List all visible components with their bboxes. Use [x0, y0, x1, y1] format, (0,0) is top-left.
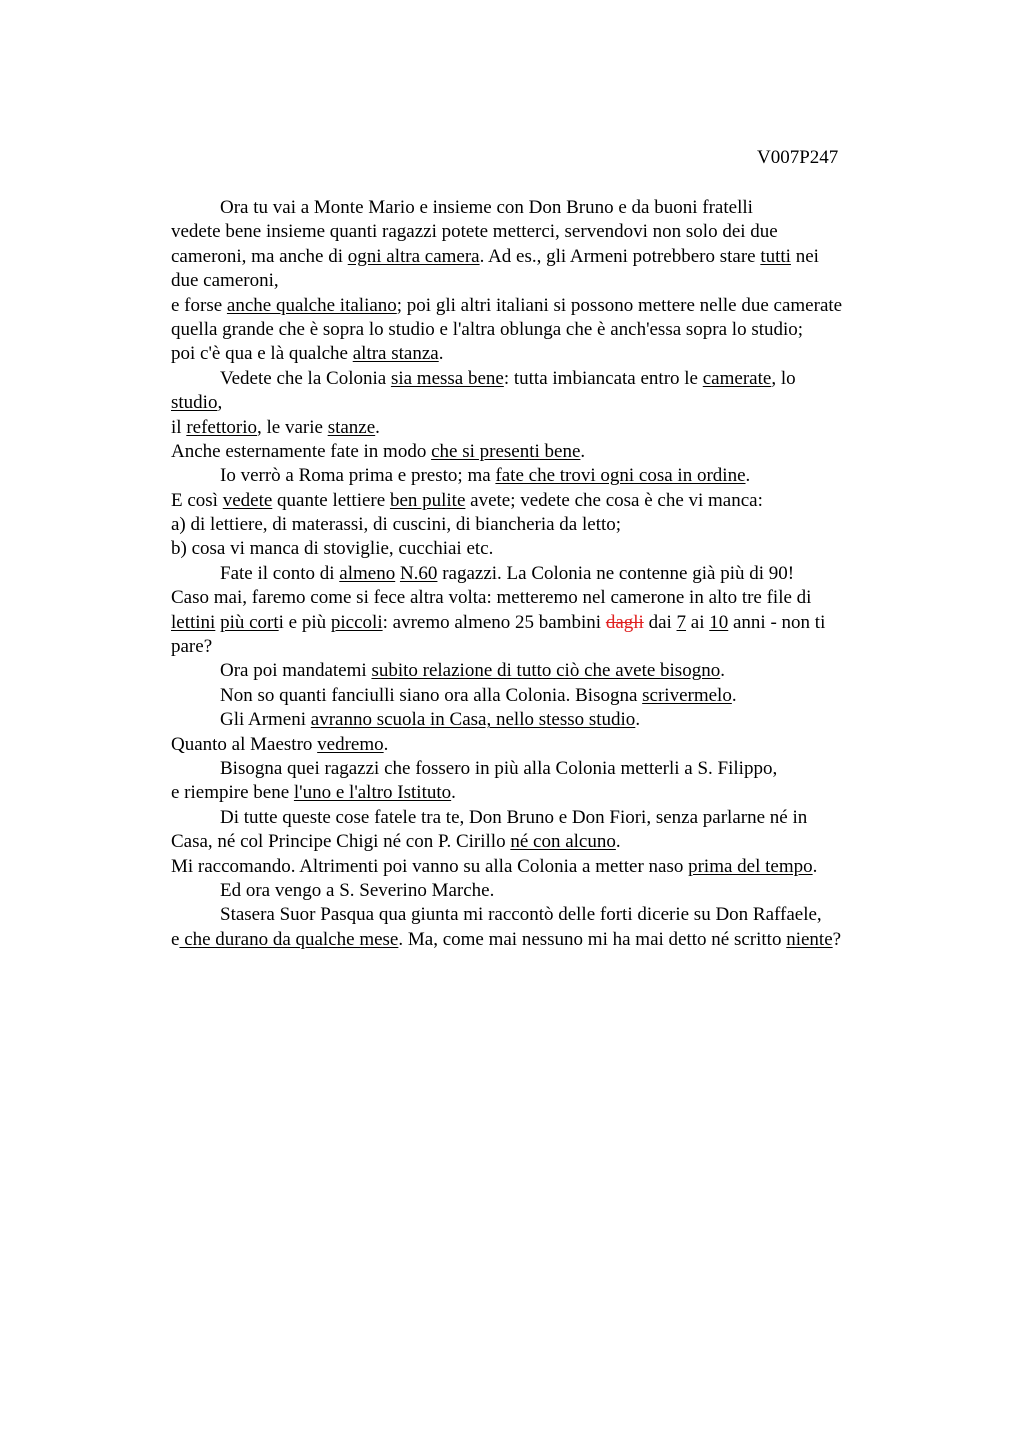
- text-segment: .: [745, 465, 751, 487]
- text-line: [171, 367, 931, 391]
- text-segment: ragazzi. La Colonia ne contenne già più di 90!: [437, 562, 795, 584]
- text-segment: dai: [643, 611, 677, 633]
- text-segment: a) di lettiere, di materassi, di cuscini, di biancheria da letto;: [171, 514, 622, 536]
- text-segment: Fate il conto di: [220, 562, 340, 584]
- text-segment: cameroni, ma anche di: [171, 245, 348, 267]
- text-segment: . Ad es., gli Armeni potrebbero stare: [479, 245, 761, 267]
- text-line: [171, 196, 931, 220]
- underlined-text: vedremo: [317, 733, 384, 755]
- letter-body: [171, 196, 931, 952]
- underlined-text: sia messa bene: [390, 367, 504, 389]
- text-line: [171, 513, 931, 537]
- text-line: [171, 586, 931, 610]
- text-segment: ?: [832, 928, 842, 950]
- text-line: [171, 781, 931, 805]
- underlined-text: vedete: [222, 489, 273, 511]
- text-line: [171, 562, 931, 586]
- text-segment: .: [438, 343, 444, 365]
- text-line: [171, 879, 931, 903]
- text-segment: Mi raccomando. Altrimenti poi vanno su alla Colonia a metter naso: [171, 855, 689, 877]
- text-segment: Di tutte queste cose fatele tra te, Don Bruno e Don Fiori, senza parlarne né in: [220, 806, 808, 828]
- text-segment: E così: [171, 489, 223, 511]
- underlined-text: prima del tempo: [688, 855, 813, 877]
- text-line: [171, 806, 931, 830]
- text-segment: pare?: [171, 636, 213, 658]
- underlined-text: anche qualche italiano: [226, 294, 397, 316]
- text-segment: .: [615, 831, 621, 853]
- text-segment: .: [451, 782, 456, 804]
- underlined-text: refettorio: [186, 416, 257, 438]
- text-segment: .: [375, 416, 380, 438]
- underlined-text: N.60: [399, 562, 438, 584]
- text-segment: quante lettiere: [272, 489, 390, 511]
- text-segment: e: [171, 928, 180, 950]
- text-line: [171, 537, 931, 561]
- text-segment: Casa, né col Principe Chigi né con P. Cirillo: [171, 831, 511, 853]
- text-line: [171, 903, 931, 927]
- underlined-text: ben pulite: [389, 489, 466, 511]
- text-segment: Gli Armeni: [220, 709, 311, 731]
- text-line: [171, 708, 931, 732]
- text-segment: nei: [790, 245, 819, 267]
- text-segment: il: [171, 416, 187, 438]
- text-segment: Non so quanti fanciulli siano ora alla Colonia. Bisogna: [220, 684, 643, 706]
- text-segment: Quanto al Maestro: [171, 733, 318, 755]
- text-segment: b) cosa vi manca di stoviglie, cucchiai etc.: [171, 538, 494, 560]
- text-segment: Bisogna quei ragazzi che fossero in più alla Colonia metterli a S. Filippo,: [220, 757, 778, 779]
- text-segment: , le varie: [257, 416, 328, 438]
- text-segment: . Ma, come mai nessuno mi ha mai detto né scritto: [398, 928, 787, 950]
- underlined-text: studio: [171, 392, 218, 414]
- underlined-text: camerate: [702, 367, 772, 389]
- text-segment: Stasera Suor Pasqua qua giunta mi raccontò delle forti dicerie su Don Raffaele,: [220, 904, 822, 926]
- text-segment: vedete bene insieme quanti ragazzi potete metterci, servendovi non solo dei due: [171, 221, 778, 243]
- text-line: [171, 659, 931, 683]
- text-line: [171, 855, 931, 879]
- underlined-text: almeno: [339, 562, 396, 584]
- text-segment: .: [731, 684, 737, 706]
- text-segment: ; poi gli altri italiani si possono mettere nelle due camerate: [396, 294, 843, 316]
- text-line: [171, 464, 931, 488]
- underlined-text: 7: [676, 611, 687, 633]
- text-segment: e forse: [171, 294, 227, 316]
- text-line: [171, 684, 931, 708]
- text-segment: ai: [686, 611, 710, 633]
- text-segment: poi c'è qua e là qualche: [171, 343, 353, 365]
- text-segment: , lo: [771, 367, 796, 389]
- struck-out-text: dagli: [605, 611, 644, 633]
- page-identifier: V007P247: [757, 147, 839, 168]
- text-line: [171, 269, 931, 293]
- text-segment: .: [580, 440, 586, 462]
- text-segment: avete; vedete che cosa è che vi manca:: [465, 489, 763, 511]
- underlined-text: subito relazione di tutto ciò che avete bisogno: [371, 660, 721, 682]
- underlined-text: fate che trovi ogni cosa in ordine: [495, 465, 746, 487]
- text-line: [171, 611, 931, 635]
- underlined-text: scrivermelo: [642, 684, 732, 706]
- text-segment: : avremo almeno 25 bambini: [382, 611, 606, 633]
- underlined-text: tutti: [760, 245, 791, 267]
- underlined-text: niente: [786, 928, 833, 950]
- text-line: [171, 318, 931, 342]
- text-segment: .: [812, 855, 818, 877]
- underlined-text: stanze: [327, 416, 376, 438]
- text-segment: due cameroni,: [171, 270, 279, 292]
- text-line: [171, 635, 931, 659]
- text-segment: Ed ora vengo a S. Severino Marche.: [220, 879, 495, 901]
- text-line: [171, 220, 931, 244]
- text-segment: Io verrò a Roma prima e presto; ma: [220, 465, 496, 487]
- text-segment: Anche esternamente fate in modo: [171, 440, 432, 462]
- text-segment: anni - non ti: [728, 611, 826, 633]
- text-segment: Caso mai, faremo come si fece altra volta: metteremo nel camerone in alto tre file di: [171, 587, 812, 609]
- text-line: [171, 830, 931, 854]
- text-segment: quella grande che è sopra lo studio e l'altra oblunga che è anch'essa sopra lo studio;: [171, 318, 804, 340]
- text-line: [171, 342, 931, 366]
- text-segment: .: [720, 660, 725, 682]
- text-segment: Ora poi mandatemi: [220, 660, 372, 682]
- text-segment: ,: [217, 392, 223, 414]
- underlined-text: che durano da qualche mese: [179, 928, 399, 950]
- underlined-text: l'uno e l'altro Istituto: [293, 782, 452, 804]
- text-segment: .: [635, 709, 641, 731]
- text-line: [171, 440, 931, 464]
- underlined-text: 10: [709, 611, 729, 633]
- text-line: [171, 733, 931, 757]
- underlined-text: lettini: [171, 611, 216, 633]
- underlined-text: che si presenti bene: [431, 440, 581, 462]
- underlined-text: avranno scuola in Casa, nello stesso studio: [310, 709, 636, 731]
- text-line: [171, 416, 931, 440]
- text-line: [171, 294, 931, 318]
- text-line: [171, 757, 931, 781]
- text-line: [171, 928, 931, 952]
- underlined-text: piccoli: [330, 611, 383, 633]
- underlined-text: ogni altra camera: [347, 245, 480, 267]
- text-segment: i e più: [278, 611, 331, 633]
- text-segment: .: [383, 733, 389, 755]
- text-line: [171, 245, 931, 269]
- text-segment: Ora tu vai a Monte Mario e insieme con Don Bruno e da buoni fratelli: [220, 197, 753, 218]
- text-segment: e riempire bene: [171, 782, 294, 804]
- text-line: [171, 489, 931, 513]
- underlined-text: altra stanza: [352, 343, 439, 365]
- underlined-text: né con alcuno: [510, 831, 616, 853]
- text-segment: : tutta imbiancata entro le: [503, 367, 703, 389]
- underlined-text: più cort: [220, 611, 279, 633]
- text-segment: Vedete che la Colonia: [220, 367, 391, 389]
- text-line: [171, 391, 931, 415]
